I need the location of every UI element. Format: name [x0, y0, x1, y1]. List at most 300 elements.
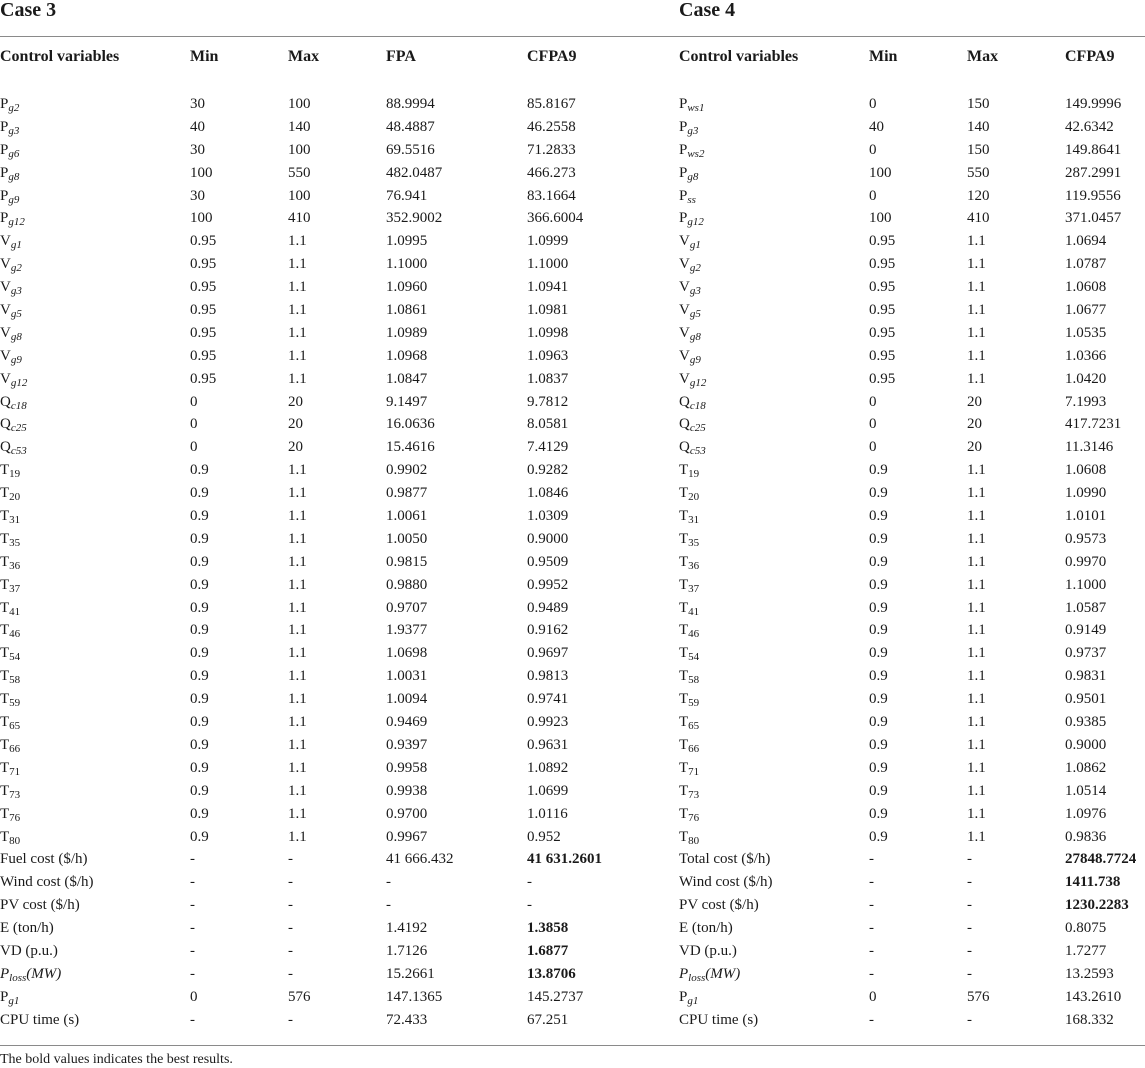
case4-cfpa9-cell: 1.0420 — [1065, 370, 1107, 387]
variable-symbol: Q — [679, 439, 690, 456]
table-row — [0, 597, 1145, 620]
case4-variable — [679, 986, 698, 1009]
variable-subscript: 31 — [9, 514, 21, 527]
case3-cfpa9-cell: - — [527, 897, 532, 914]
variable-symbol: T — [679, 759, 689, 776]
case4-max-cell: 1.1 — [967, 256, 986, 273]
case4-max-cell: 20 — [967, 416, 982, 433]
case4-min-cell: - — [869, 851, 874, 868]
table-row — [0, 230, 1145, 253]
case3-fpa-cell: 0.9967 — [386, 828, 428, 845]
table-row — [0, 734, 1145, 757]
case3-fpa-cell: 352.9002 — [386, 210, 443, 227]
case3-fpa-cell: 15.2661 — [386, 965, 435, 982]
case4-max-cell: 20 — [967, 439, 982, 456]
table-row — [0, 826, 1145, 849]
case4-min-cell: 0.9 — [869, 508, 888, 525]
table-row — [0, 93, 1145, 116]
case4-min-cell: 0 — [869, 393, 877, 410]
variable-subscript: ss — [687, 193, 696, 206]
variable-subscript: 54 — [9, 651, 21, 664]
case4-cfpa9-cell: 1411.738 — [1065, 874, 1121, 891]
case3-cfpa9-cell: 1.0941 — [527, 279, 569, 296]
variable-symbol: P — [0, 96, 9, 112]
table-row — [0, 391, 1145, 414]
case3-max-cell: 20 — [288, 393, 303, 410]
case4-min-cell: 0.95 — [869, 324, 896, 341]
case3-cfpa9-cell: 1.0999 — [527, 233, 569, 250]
table-row — [0, 207, 1145, 230]
case4-variable — [679, 253, 701, 276]
case4-min-cell: 0.9 — [869, 736, 888, 753]
case4-variable: CPU time (s) — [679, 1011, 759, 1028]
case3-cfpa9-cell: 0.9813 — [527, 668, 569, 685]
variable-symbol: P — [679, 187, 688, 204]
case3-min-cell: 0 — [190, 439, 198, 456]
variable-symbol: V — [0, 324, 11, 341]
case3-min-cell: 100 — [190, 164, 213, 181]
variable-subscript: loss — [688, 971, 706, 984]
variable-symbol: P — [0, 118, 9, 135]
variable-symbol: T — [0, 553, 10, 570]
case3-fpa-cell: 1.0061 — [386, 508, 428, 525]
case4-cfpa9-cell: 0.9000 — [1065, 736, 1107, 753]
case4-variable: PV cost ($/h) — [679, 897, 759, 914]
case3-variable — [0, 986, 19, 1009]
case3-max-cell: 100 — [288, 187, 311, 204]
variable-symbol: P — [679, 210, 688, 227]
case4-max-cell: 140 — [967, 118, 990, 135]
case4-min-cell: 0.9 — [869, 530, 888, 547]
case4-variable — [679, 803, 699, 826]
case3-max-cell: 100 — [288, 96, 311, 112]
case3-variable — [0, 963, 61, 986]
case3-variable — [0, 185, 19, 208]
table-row — [0, 276, 1145, 299]
variable-symbol: T — [679, 805, 689, 822]
case3-cfpa9-cell: 466.273 — [527, 164, 576, 181]
case4-max-cell: 1.1 — [967, 485, 986, 502]
case4-variable — [679, 734, 699, 757]
case4-max-cell: 150 — [967, 96, 990, 112]
variable-symbol: T — [0, 599, 10, 616]
case3-min-cell: 0.9 — [190, 462, 209, 479]
case3-min-cell: 0.95 — [190, 279, 217, 296]
table-row — [0, 459, 1145, 482]
case4-variable — [679, 185, 696, 208]
table-row — [0, 162, 1145, 185]
variable-subscript: 71 — [688, 765, 700, 778]
case4-cfpa9-cell: 7.1993 — [1065, 393, 1107, 410]
table-row — [0, 505, 1145, 528]
case3-cfpa9-cell: 0.9000 — [527, 530, 569, 547]
top-rule — [0, 36, 1145, 37]
case3-fpa-cell: 0.9707 — [386, 599, 428, 616]
variable-subscript: g9 — [8, 193, 20, 206]
case3-variable: Wind cost ($/h) — [0, 874, 94, 891]
case4-variable: E (ton/h) — [679, 920, 733, 937]
case3-max-cell: 576 — [288, 988, 311, 1005]
case4-min-cell: 0.95 — [869, 256, 896, 273]
case4-variable — [679, 963, 740, 986]
case4-variable — [679, 230, 701, 253]
table-row — [0, 253, 1145, 276]
variable-subscript: 65 — [9, 720, 21, 733]
case4-min-cell: 0.9 — [869, 668, 888, 685]
case3-title: Case 3 — [0, 0, 57, 21]
table-row — [0, 345, 1145, 368]
variable-symbol: T — [679, 462, 689, 479]
variable-subscript: c18 — [689, 399, 706, 412]
case3-min-cell: 0.9 — [190, 782, 209, 799]
case4-min-cell: - — [869, 965, 874, 982]
case4-min-cell: - — [869, 920, 874, 937]
case3-cfpa9-cell: 1.0963 — [527, 347, 569, 364]
case4-max-cell: 1.1 — [967, 462, 986, 479]
variable-symbol: V — [0, 256, 11, 273]
case4-min-cell: 0.95 — [869, 370, 896, 387]
case3-cfpa9-cell: 0.9952 — [527, 576, 569, 593]
case3-fpa-cell: 0.9815 — [386, 553, 428, 570]
variable-symbol: T — [679, 530, 689, 547]
case4-max-cell: 1.1 — [967, 279, 986, 296]
variable-symbol: T — [0, 759, 10, 776]
case3-variable — [0, 551, 20, 574]
case3-min-cell: 0.9 — [190, 828, 209, 845]
case4-min-cell: 0.95 — [869, 302, 896, 319]
case3-fpa-cell: 1.0960 — [386, 279, 428, 296]
case3-variable — [0, 253, 22, 276]
case3-cfpa9-cell: 1.0309 — [527, 508, 569, 525]
case4-min-cell: - — [869, 897, 874, 914]
case4-min-cell: 0.9 — [869, 485, 888, 502]
case4-max-cell: - — [967, 851, 972, 868]
variable-subscript: g8 — [10, 330, 22, 343]
case4-cfpa9-cell: 0.9831 — [1065, 668, 1107, 685]
case3-min-cell: 30 — [190, 141, 205, 158]
variable-symbol: T — [679, 782, 689, 799]
case4-cfpa9-cell: 0.9501 — [1065, 691, 1107, 708]
case3-max-cell: 20 — [288, 416, 303, 433]
case4-variable — [679, 345, 701, 368]
case4-variable — [679, 505, 699, 528]
case4-variable — [679, 276, 701, 299]
case4-variable: Total cost ($/h) — [679, 851, 771, 868]
case4-min-cell: 0.9 — [869, 599, 888, 616]
case4-max-cell: 1.1 — [967, 622, 986, 639]
variable-symbol: V — [679, 256, 690, 273]
case4-min-cell: 0 — [869, 96, 877, 112]
case4-min-cell: 100 — [869, 164, 892, 181]
variable-symbol: P — [0, 141, 9, 158]
case4-max-cell: - — [967, 897, 972, 914]
case3-variable — [0, 207, 25, 230]
case4-min-cell: 0.9 — [869, 462, 888, 479]
variable-subscript: g1 — [687, 994, 699, 1007]
table-row — [0, 551, 1145, 574]
case4-max-cell: 1.1 — [967, 347, 986, 364]
variable-symbol: V — [0, 302, 11, 319]
case4-max-cell: 1.1 — [967, 576, 986, 593]
case4-max-cell: 1.1 — [967, 553, 986, 570]
case3-min-cell: 0.9 — [190, 691, 209, 708]
variable-subscript: g8 — [8, 170, 20, 183]
case3-fpa-cell: 1.0989 — [386, 324, 428, 341]
case3-min-cell: 0.9 — [190, 530, 209, 547]
variable-symbol: V — [679, 279, 690, 296]
case4-min-cell: 0 — [869, 141, 877, 158]
case3-variable — [0, 436, 27, 459]
case3-max-cell: 1.1 — [288, 279, 307, 296]
case3-cfpa9-cell: 145.2737 — [527, 988, 584, 1005]
header-min-case4: Min — [869, 48, 898, 65]
case3-fpa-cell: 1.9377 — [386, 622, 428, 639]
case4-max-cell: - — [967, 942, 972, 959]
case3-max-cell: 1.1 — [288, 714, 307, 731]
variable-subscript: 66 — [9, 742, 21, 755]
case4-min-cell: - — [869, 1011, 874, 1028]
case3-max-cell: - — [288, 920, 293, 937]
variable-symbol: V — [679, 370, 690, 387]
variable-symbol: Q — [0, 393, 11, 410]
case3-cfpa9-cell: 67.251 — [527, 1011, 569, 1028]
variable-symbol: V — [679, 324, 690, 341]
case3-cfpa9-cell: 366.6004 — [527, 210, 584, 227]
table-row — [0, 688, 1145, 711]
case3-fpa-cell: 1.0050 — [386, 530, 428, 547]
variable-symbol: V — [0, 347, 11, 364]
variable-subscript: g1 — [689, 239, 701, 252]
case4-cfpa9-cell: 149.9996 — [1065, 96, 1122, 112]
case3-variable — [0, 780, 20, 803]
case4-variable — [679, 436, 706, 459]
case3-fpa-cell: 16.0636 — [386, 416, 435, 433]
case4-variable — [679, 780, 699, 803]
header-min: Min — [190, 48, 219, 65]
case3-variable — [0, 597, 20, 620]
case4-cfpa9-cell: 1.0990 — [1065, 485, 1107, 502]
case3-cfpa9-cell: 1.0981 — [527, 302, 569, 319]
table-row — [0, 780, 1145, 803]
table-row — [0, 619, 1145, 642]
case3-min-cell: 0.9 — [190, 576, 209, 593]
variable-subscript: ws2 — [687, 147, 705, 160]
case4-min-cell: 0.9 — [869, 576, 888, 593]
case4-min-cell: 0.9 — [869, 805, 888, 822]
case4-variable — [679, 459, 699, 482]
variable-subscript: 58 — [9, 674, 21, 687]
case4-cfpa9-cell: 1.0366 — [1065, 347, 1107, 364]
case3-cfpa9-cell: 1.0998 — [527, 324, 569, 341]
case3-min-cell: - — [190, 942, 195, 959]
variable-symbol: P — [679, 965, 689, 982]
header-cfpa9-case4: CFPA9 — [1065, 48, 1115, 65]
case4-max-cell: 576 — [967, 988, 990, 1005]
variable-subscript: g5 — [10, 308, 22, 321]
variable-subscript: 66 — [688, 742, 700, 755]
variable-symbol: T — [0, 576, 10, 593]
case3-variable: VD (p.u.) — [0, 942, 58, 959]
case4-variable — [679, 642, 699, 665]
case4-max-cell: 1.1 — [967, 645, 986, 662]
case4-cfpa9-cell: 287.2991 — [1065, 164, 1122, 181]
case4-cfpa9-cell: 0.9149 — [1065, 622, 1107, 639]
table-row — [0, 116, 1145, 139]
case4-cfpa9-cell: 0.9737 — [1065, 645, 1107, 662]
case3-min-cell: 0.9 — [190, 622, 209, 639]
case3-min-cell: 0 — [190, 416, 198, 433]
case4-cfpa9-cell: 417.7231 — [1065, 416, 1122, 433]
case4-min-cell: 0 — [869, 439, 877, 456]
variable-symbol: T — [679, 828, 689, 845]
case4-cfpa9-cell: 1.7277 — [1065, 942, 1107, 959]
variable-symbol: P — [0, 965, 10, 982]
case3-cfpa9-cell: - — [527, 874, 532, 891]
variable-symbol: T — [679, 714, 689, 731]
case4-max-cell: 1.1 — [967, 370, 986, 387]
table-row — [0, 1009, 1145, 1032]
case3-fpa-cell: 0.9469 — [386, 714, 428, 731]
case3-max-cell: 1.1 — [288, 691, 307, 708]
variable-subscript: 76 — [688, 811, 700, 824]
case3-cfpa9-cell: 1.3858 — [527, 920, 569, 937]
case3-max-cell: 140 — [288, 118, 311, 135]
case3-fpa-cell: 0.9938 — [386, 782, 428, 799]
case4-variable — [679, 391, 706, 414]
case3-fpa-cell: 0.9902 — [386, 462, 428, 479]
variable-subscript: 36 — [9, 559, 21, 572]
case4-max-cell: 1.1 — [967, 759, 986, 776]
variable-symbol: T — [679, 599, 689, 616]
variable-subscript: c18 — [10, 399, 27, 412]
variable-symbol: P — [679, 141, 688, 158]
variable-subscript: 41 — [688, 605, 700, 618]
case4-cfpa9-cell: 1.0787 — [1065, 256, 1107, 273]
case3-fpa-cell: 1.0847 — [386, 370, 428, 387]
variable-subscript: 71 — [9, 765, 21, 778]
case4-min-cell: 100 — [869, 210, 892, 227]
case3-max-cell: 1.1 — [288, 645, 307, 662]
variable-subscript: g9 — [10, 353, 22, 366]
variable-symbol: P — [679, 96, 688, 112]
variable-symbol: V — [0, 279, 11, 296]
case4-cfpa9-cell: 1.0976 — [1065, 805, 1107, 822]
case3-min-cell: 0.95 — [190, 347, 217, 364]
variable-subscript: g3 — [10, 285, 22, 298]
case3-cfpa9-cell: 1.0892 — [527, 759, 569, 776]
case3-variable — [0, 322, 22, 345]
variable-subscript: 35 — [9, 536, 21, 549]
case4-cfpa9-cell: 1.0514 — [1065, 782, 1107, 799]
case4-variable — [679, 413, 706, 436]
header-control-variables: Control variables — [0, 48, 120, 65]
case3-min-cell: 0 — [190, 988, 198, 1005]
case4-variable — [679, 368, 706, 391]
case3-cfpa9-cell: 0.9631 — [527, 736, 569, 753]
case3-variable — [0, 665, 20, 688]
table-row — [0, 871, 1145, 894]
case3-fpa-cell: 1.0094 — [386, 691, 428, 708]
case3-min-cell: 0.95 — [190, 302, 217, 319]
case4-max-cell: 1.1 — [967, 599, 986, 616]
variable-symbol: T — [679, 645, 689, 662]
case3-max-cell: 1.1 — [288, 828, 307, 845]
case3-max-cell: 20 — [288, 439, 303, 456]
variable-symbol: T — [0, 691, 10, 708]
case3-variable: Fuel cost ($/h) — [0, 851, 88, 868]
variable-symbol: P — [0, 988, 9, 1005]
case3-fpa-cell: 41 666.432 — [386, 851, 454, 868]
table-row — [0, 917, 1145, 940]
variable-symbol: V — [679, 302, 690, 319]
case3-fpa-cell: 69.5516 — [386, 141, 435, 158]
case3-max-cell: 1.1 — [288, 508, 307, 525]
case4-variable — [679, 322, 701, 345]
variable-subscript: 36 — [688, 559, 700, 572]
variable-subscript: g2 — [10, 262, 22, 275]
case4-min-cell: - — [869, 942, 874, 959]
variable-subscript: g1 — [8, 994, 20, 1007]
case4-min-cell: 0.9 — [869, 645, 888, 662]
variable-subscript: g5 — [689, 308, 701, 321]
case3-max-cell: - — [288, 897, 293, 914]
variable-subscript: c25 — [10, 422, 27, 435]
case3-cfpa9-cell: 13.8706 — [527, 965, 576, 982]
case4-max-cell: 1.1 — [967, 530, 986, 547]
case3-max-cell: 1.1 — [288, 599, 307, 616]
case4-variable — [679, 826, 699, 849]
variable-subscript: 19 — [688, 468, 700, 481]
case4-cfpa9-cell: 1.1000 — [1065, 576, 1107, 593]
variable-symbol: T — [0, 485, 10, 502]
case3-variable — [0, 505, 20, 528]
variable-subscript: 80 — [9, 834, 21, 847]
case4-cfpa9-cell: 1.0587 — [1065, 599, 1107, 616]
case3-cfpa9-cell: 9.7812 — [527, 393, 569, 410]
variable-subscript: 58 — [688, 674, 700, 687]
case3-max-cell: 1.1 — [288, 485, 307, 502]
header-max: Max — [288, 48, 320, 65]
case4-cfpa9-cell: 1230.2283 — [1065, 897, 1129, 914]
case4-min-cell: 0.95 — [869, 347, 896, 364]
case3-min-cell: 0.9 — [190, 553, 209, 570]
case3-cfpa9-cell: 71.2833 — [527, 141, 576, 158]
variable-subscript: g2 — [689, 262, 701, 275]
case3-fpa-cell: 1.0968 — [386, 347, 428, 364]
case4-cfpa9-cell: 0.8075 — [1065, 920, 1107, 937]
variable-subscript: g2 — [8, 102, 20, 114]
case3-fpa-cell: 9.1497 — [386, 393, 428, 410]
case3-min-cell: 0.9 — [190, 485, 209, 502]
table-row — [0, 848, 1145, 871]
case3-cfpa9-cell: 7.4129 — [527, 439, 569, 456]
variable-subscript: g9 — [689, 353, 701, 366]
variable-symbol: T — [0, 622, 10, 639]
case3-variable — [0, 162, 19, 185]
case4-cfpa9-cell: 1.0862 — [1065, 759, 1107, 776]
case3-min-cell: 0.9 — [190, 759, 209, 776]
variable-unit: (MW) — [705, 965, 741, 982]
case4-min-cell: 0.9 — [869, 691, 888, 708]
variable-subscript: g8 — [687, 170, 699, 183]
case4-max-cell: - — [967, 965, 972, 982]
case4-max-cell: 1.1 — [967, 736, 986, 753]
variable-symbol: T — [679, 736, 689, 753]
case4-max-cell: 1.1 — [967, 668, 986, 685]
variable-symbol: T — [679, 508, 689, 525]
variable-subscript: g12 — [10, 376, 28, 389]
variable-symbol: T — [679, 691, 689, 708]
